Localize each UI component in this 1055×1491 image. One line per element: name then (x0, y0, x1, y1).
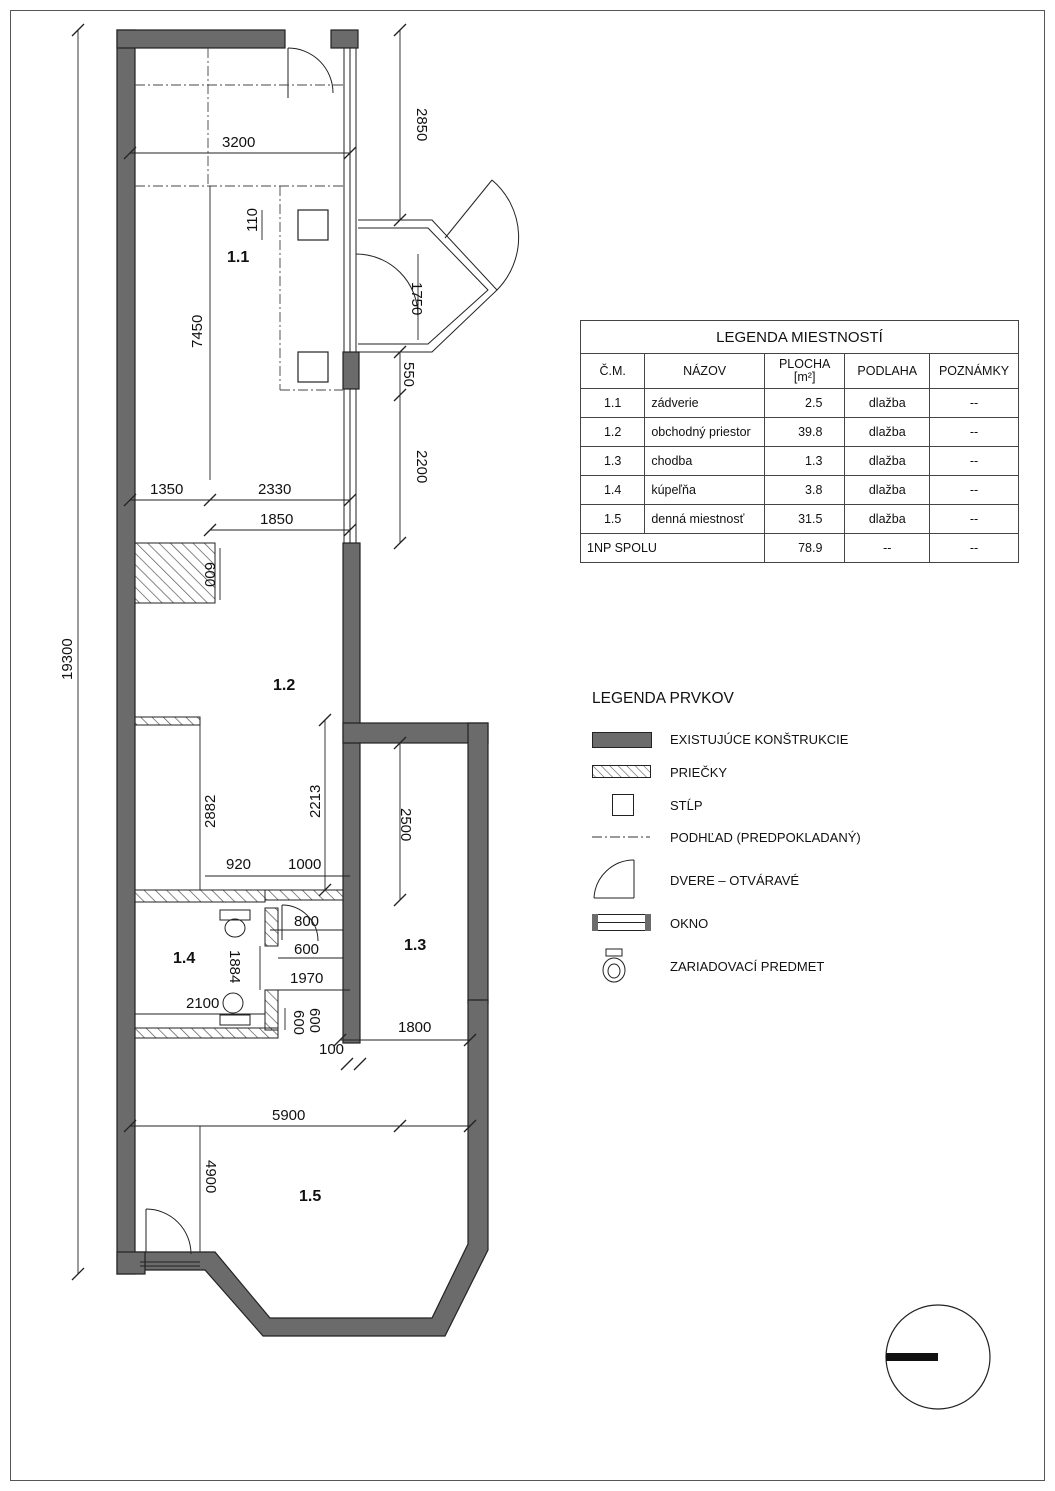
dim-5900: 5900 (272, 1107, 306, 1124)
legend-label-window: OKNO (670, 915, 709, 931)
room-legend-title: LEGENDA MIESTNOSTÍ (581, 321, 1019, 354)
ceiling-lines (135, 48, 343, 390)
legend-item-partitions (592, 757, 727, 787)
cell-poznamky: -- (930, 389, 1019, 418)
dim-1884: 1884 (226, 950, 243, 984)
door-swing-icon (592, 858, 652, 902)
dim-3200: 3200 (222, 134, 256, 151)
cell-podlaha: dlažba (845, 505, 930, 534)
cell-total-plocha: 78.9 (764, 534, 845, 563)
room-label-1-4: 1.4 (173, 950, 196, 967)
dim-2213: 2213 (307, 784, 324, 818)
north-arrow-icon (886, 1305, 990, 1409)
column-square-icon (592, 790, 652, 820)
legend-label-column: STĹP (670, 797, 703, 813)
legend-item-door (592, 858, 799, 902)
cell-total-podlaha: -- (845, 534, 930, 563)
header-plocha-unit: [m²] (793, 370, 816, 384)
cell-podlaha: dlažba (845, 389, 930, 418)
dim-1350: 1350 (150, 481, 184, 498)
dim-1970: 1970 (290, 970, 324, 987)
cell-nazov: zádverie (645, 389, 765, 418)
dim-2850: 2850 (413, 108, 430, 142)
legend-label-fixture: ZARIADOVACÍ PREDMET (670, 958, 825, 974)
element-legend (592, 690, 892, 974)
cell-nazov: obchodný priestor (645, 418, 765, 447)
dim-2200: 2200 (413, 450, 430, 484)
window-icon (592, 908, 652, 938)
cell-plocha: 3.8 (764, 476, 845, 505)
cell-cm: 1.1 (581, 389, 645, 418)
dim-600-b: 600 (294, 941, 320, 958)
dim-1850: 1850 (260, 511, 294, 528)
dim-1750: 1750 (408, 282, 425, 316)
table-row-total (581, 534, 1019, 563)
legend-item-column (592, 790, 703, 820)
legend-item-fixture (592, 948, 824, 984)
legend-item-existing (592, 724, 848, 754)
table-row (581, 389, 1019, 418)
legend-label-existing: EXISTUJÚCE KONŠTRUKCIE (670, 731, 849, 747)
cell-plocha: 1.3 (764, 447, 845, 476)
windows (140, 48, 497, 1266)
dim-19300: 19300 (59, 638, 76, 680)
cell-plocha: 39.8 (764, 418, 845, 447)
dim-550: 550 (400, 362, 417, 388)
cell-total-label: 1NP SPOLU (581, 534, 765, 563)
cell-poznamky: -- (930, 418, 1019, 447)
dim-2500: 2500 (397, 808, 414, 842)
existing-wall-icon (592, 724, 652, 754)
cell-nazov: denná miestnosť (645, 505, 765, 534)
element-legend-title: LEGENDA PRVKOV (592, 690, 734, 707)
cell-poznamky: -- (930, 505, 1019, 534)
table-row (581, 505, 1019, 534)
legend-label-ceiling: PODHĽAD (PREDPOKLADANÝ) (670, 829, 861, 845)
dim-600-d: 600 (306, 1008, 323, 1034)
legend-label-partitions: PRIEČKY (670, 764, 728, 780)
dim-2882: 2882 (202, 794, 219, 828)
dim-600-a: 600 (201, 562, 218, 588)
dim-1000: 1000 (288, 856, 322, 873)
dim-600-c: 600 (290, 1010, 307, 1036)
legend-item-window (592, 908, 708, 938)
room-legend-table (580, 320, 1019, 563)
cell-plocha: 2.5 (764, 389, 845, 418)
cell-nazov: kúpeľňa (645, 476, 765, 505)
header-poznamky: POZNÁMKY (930, 354, 1019, 389)
dim-2330: 2330 (258, 481, 292, 498)
room-label-1-1: 1.1 (227, 249, 250, 266)
header-podlaha: PODLAHA (845, 354, 930, 389)
cell-poznamky: -- (930, 476, 1019, 505)
cell-podlaha: dlažba (845, 447, 930, 476)
room-label-1-3: 1.3 (404, 937, 427, 954)
cell-poznamky: -- (930, 447, 1019, 476)
cell-podlaha: dlažba (845, 418, 930, 447)
cell-plocha: 31.5 (764, 505, 845, 534)
legend-item-ceiling (592, 822, 861, 852)
existing-walls (117, 30, 488, 1336)
dim-800: 800 (294, 913, 320, 930)
header-nazov: NÁZOV (645, 354, 765, 389)
cell-cm: 1.3 (581, 447, 645, 476)
header-plocha (764, 354, 845, 389)
dim-4900: 4900 (202, 1160, 219, 1194)
table-row (581, 418, 1019, 447)
dim-7450: 7450 (189, 314, 206, 348)
dim-2100: 2100 (186, 995, 220, 1012)
cell-cm: 1.5 (581, 505, 645, 534)
header-plocha-label: PLOCHA (778, 357, 831, 371)
columns (298, 210, 328, 382)
dim-110: 110 (244, 208, 261, 232)
header-cm: Č.M. (581, 354, 645, 389)
partition-hatch-icon (592, 757, 652, 787)
dim-100: 100 (319, 1041, 345, 1058)
doors (146, 48, 519, 1254)
room-label-1-5: 1.5 (299, 1188, 322, 1205)
dimension-lines (78, 30, 470, 1274)
table-row (581, 476, 1019, 505)
table-row (581, 447, 1019, 476)
room-label-1-2: 1.2 (273, 677, 296, 694)
legend-label-door: DVERE – OTVÁRAVÉ (670, 872, 800, 888)
dim-920: 920 (226, 856, 252, 873)
cell-cm: 1.4 (581, 476, 645, 505)
cell-total-poznamky: -- (930, 534, 1019, 563)
dim-1800: 1800 (398, 1019, 432, 1036)
cell-podlaha: dlažba (845, 476, 930, 505)
toilet-fixture-icon (592, 948, 652, 984)
cell-cm: 1.2 (581, 418, 645, 447)
cell-nazov: chodba (645, 447, 765, 476)
dash-dot-line-icon (592, 822, 652, 852)
